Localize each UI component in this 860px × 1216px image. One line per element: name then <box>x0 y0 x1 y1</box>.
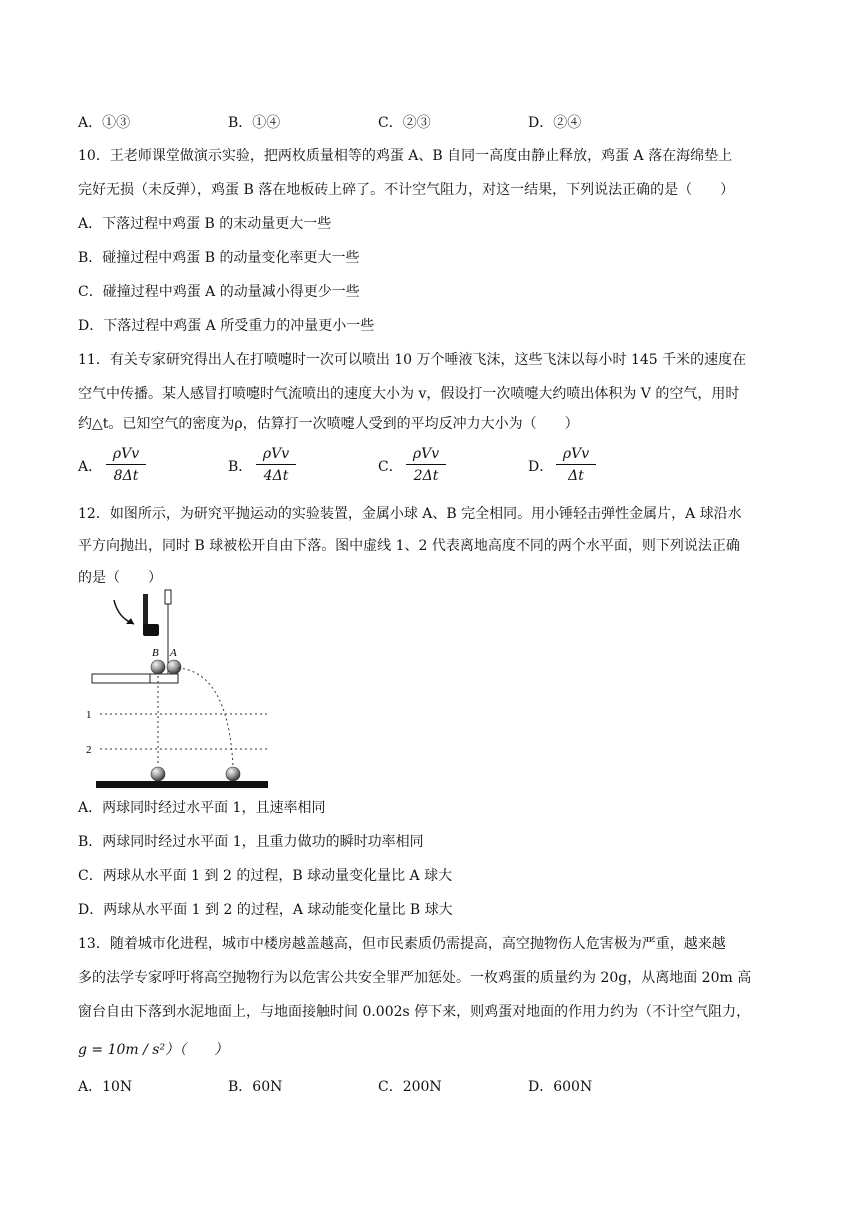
numerator: ρVv <box>256 444 296 465</box>
ball-a-top <box>167 660 181 674</box>
q10-option-a: A．下落过程中鸡蛋 B 的末动量更大一些 <box>78 216 332 232</box>
q11-options <box>78 444 778 488</box>
q13-options <box>78 1076 778 1098</box>
q12-stem-line-3: 的是（ ） <box>78 570 162 586</box>
q11-stem-line-1: 11．有关专家研究得出人在打喷嚏时一次可以喷出 10 万个唾液飞沫，这些飞沫以每小时 145 千米的速度在 <box>78 352 747 368</box>
q11-stem-line-2: 空气中传播。某人感冒打喷嚏时气流喷出的速度大小为 v，假设打一次喷嚏大约喷出体积为 V 的空气，用时 <box>78 386 740 402</box>
q11-option-c-label: C． <box>378 459 403 475</box>
ball-holder <box>150 674 178 683</box>
q10-option-b: B．碰撞过程中鸡蛋 B 的动量变化率更大一些 <box>78 250 360 266</box>
q10-stem-line-2: 完好无损（未反弹），鸡蛋 B 落在地板砖上碎了。不计空气阻力，对这一结果，下列说法正确的是（ ） <box>78 182 735 198</box>
q9-option-c: C．②③ <box>378 115 431 131</box>
q13-option-c: C．200N <box>378 1079 442 1095</box>
q12-option-b: B．两球同时经过水平面 1，且重力做功的瞬时功率相同 <box>78 834 424 850</box>
metal-sheet <box>165 590 171 604</box>
q9-option-b: B．①④ <box>228 115 281 131</box>
q12-stem-line-2: 平方向抛出，同时 B 球被松开自由下落。图中虚线 1、2 代表离地高度不同的两个水平面，则下列说法正确 <box>78 538 740 554</box>
q13-option-b: B．60N <box>228 1079 283 1095</box>
q13-stem-line-3: 窗台自由下落到水泥地面上，与地面接触时间 0.002s 停下来，则鸡蛋对地面的作用力约为（不计空气阻力， <box>78 1004 751 1020</box>
denominator: 2Δt <box>413 468 439 484</box>
q10-option-d: D．下落过程中鸡蛋 A 所受重力的冲量更小一些 <box>78 318 375 334</box>
ball-b-label: B <box>152 647 159 659</box>
q12-option-c: C．两球从水平面 1 到 2 的过程，B 球动量变化量比 A 球大 <box>78 868 453 884</box>
q11-option-a-fraction <box>106 444 146 485</box>
ball-b-ground <box>151 767 165 781</box>
hammer-icon <box>143 594 159 636</box>
denominator: Δt <box>568 468 584 484</box>
ground <box>96 781 268 788</box>
ball-a-label: A <box>170 647 177 659</box>
ball-a-ground <box>226 767 240 781</box>
numerator: ρVv <box>106 444 146 465</box>
q11-option-c-fraction <box>406 444 446 485</box>
q12-option-d: D．两球从水平面 1 到 2 的过程，A 球动能变化量比 B 球大 <box>78 902 453 918</box>
q13-option-a: A．10N <box>78 1079 133 1095</box>
projectile-apparatus-figure <box>88 588 278 794</box>
q13-option-d: D．600N <box>528 1079 593 1095</box>
q13-stem-line-4: g = 10m / s²）（ ） <box>78 1042 229 1058</box>
platform <box>92 674 152 683</box>
q9-option-d: D．②④ <box>528 115 582 131</box>
plane-2-label: 2 <box>86 744 92 756</box>
denominator: 8Δt <box>113 468 139 484</box>
q11-option-a-label: A． <box>78 459 103 475</box>
q11-option-b-label: B． <box>228 459 253 475</box>
q12-option-a: A．两球同时经过水平面 1，且速率相同 <box>78 800 326 816</box>
q12-stem-line-1: 12．如图所示，为研究平抛运动的实验装置，金属小球 A、B 完全相同。用小锤轻击弹性金属片，A 球沿水 <box>78 506 742 522</box>
q11-stem-line-3: 约△t。已知空气的密度为ρ，估算打一次喷嚏人受到的平均反冲力大小为（ ） <box>78 416 579 432</box>
ball-b-top <box>151 660 165 674</box>
numerator: ρVv <box>406 444 446 465</box>
q11-option-d-fraction <box>556 444 596 485</box>
plane-1-label: 1 <box>86 709 92 721</box>
numerator: ρVv <box>556 444 596 465</box>
q10-stem-line-1: 10．王老师课堂做演示实验，把两枚质量相等的鸡蛋 A、B 自同一高度由静止释放，鸡蛋 A 落在海绵垫上 <box>78 148 733 164</box>
q11-option-d-label: D． <box>528 459 554 475</box>
denominator: 4Δt <box>263 468 289 484</box>
q10-option-c: C．碰撞过程中鸡蛋 A 的动量减小得更少一些 <box>78 284 360 300</box>
q9-options <box>78 112 778 134</box>
q11-option-b-fraction <box>256 444 296 485</box>
q13-stem-line-2: 多的法学专家呼吁将高空抛物行为以危害公共安全罪严加惩处。一枚鸡蛋的质量约为 20g，从离地面 20m 高 <box>78 970 752 986</box>
ball-a-path <box>178 668 233 766</box>
q13-stem-line-1: 13．随着城市化进程，城市中楼房越盖越高，但市民素质仍需提高，高空抛物伤人危害极为严重，越来越 <box>78 936 726 952</box>
q9-option-a: A．①③ <box>78 115 131 131</box>
